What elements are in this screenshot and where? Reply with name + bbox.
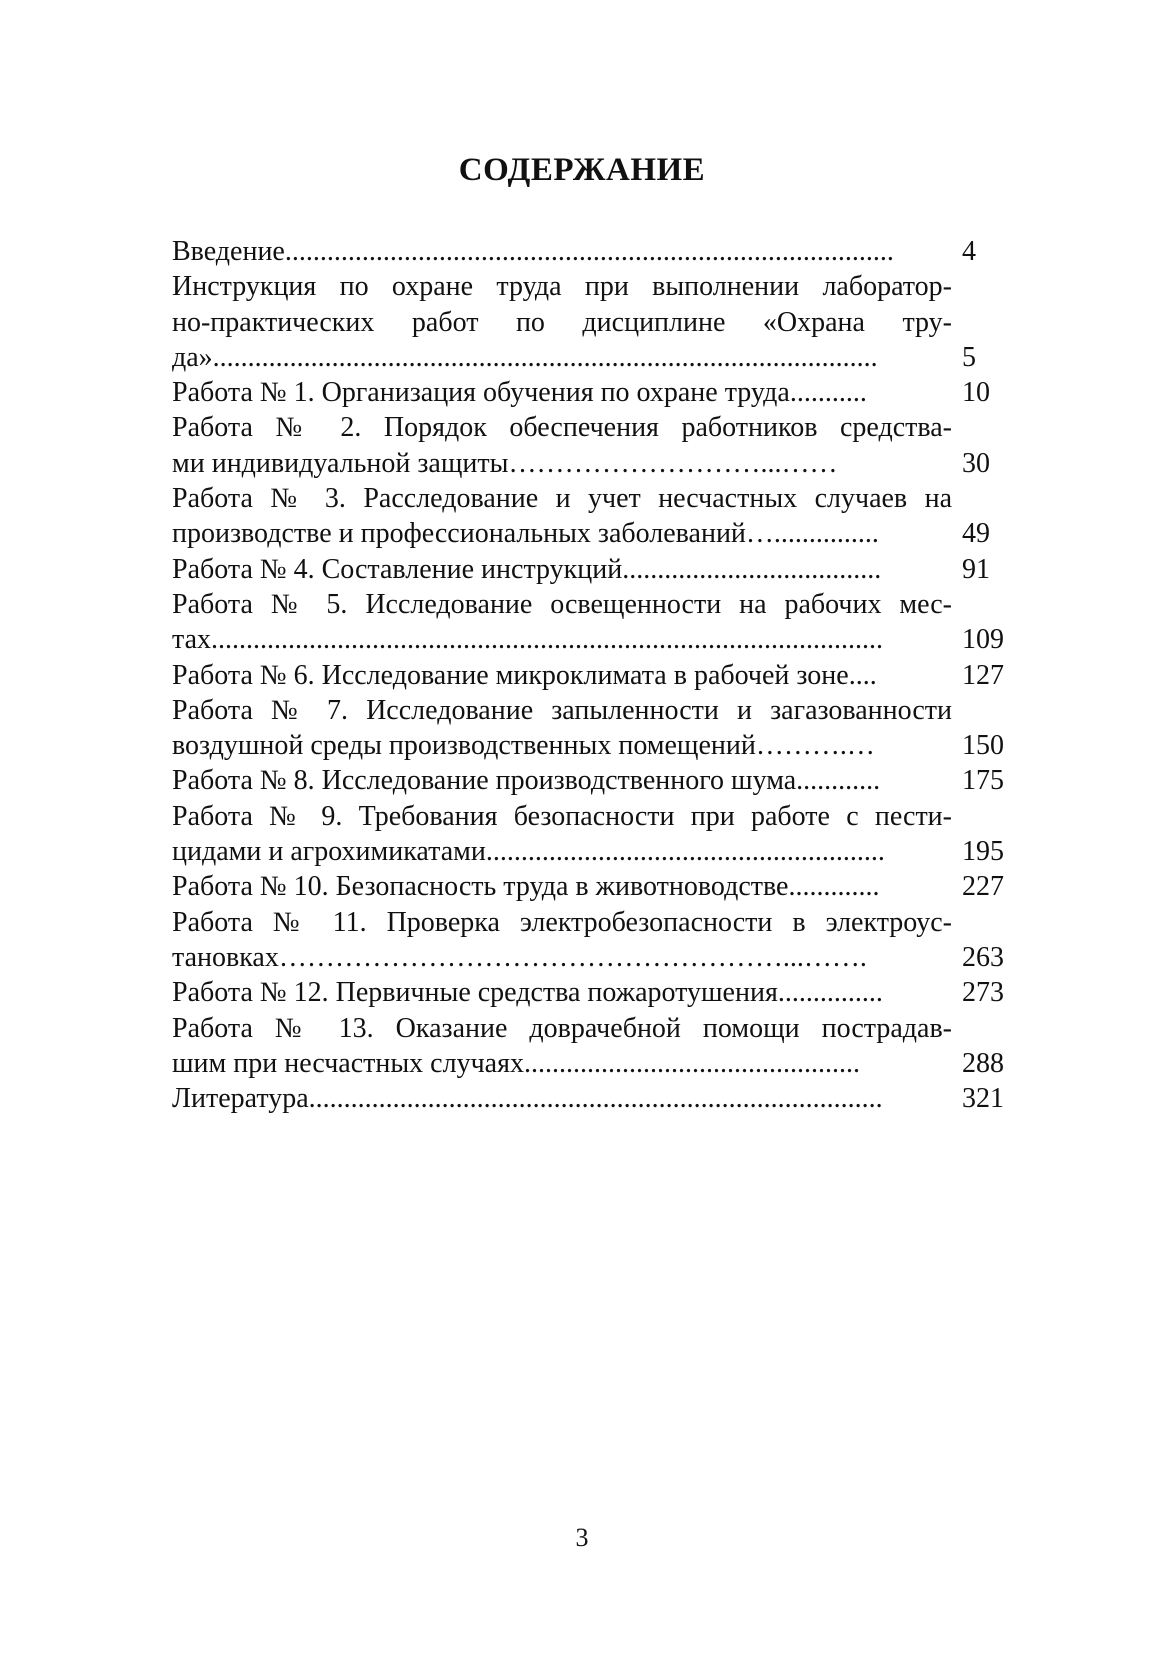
toc-entry-line: да»...............................................................................................	[172, 341, 878, 373]
toc-entry-page-number: 10	[962, 377, 990, 409]
toc-entry-line: Работа № 5. Исследование освещенности на рабочих мес-	[172, 588, 952, 620]
toc-entry[interactable]	[172, 1081, 1012, 1116]
toc-entry-page-number: 195	[962, 836, 1004, 868]
toc-entry[interactable]	[172, 763, 1012, 798]
toc-entry-line: Введение.......................................................................................	[172, 236, 894, 267]
toc-entry-page-number: 49	[962, 518, 990, 550]
toc-entry-line: Литература..................................................................................	[172, 1083, 883, 1115]
toc-entry-line: Работа № 7. Исследование запыленности и загазованности	[172, 694, 952, 726]
toc-entry-title	[172, 658, 952, 693]
toc-entry[interactable]	[172, 375, 1012, 410]
toc-entry-line: цидами и агрохимикатами.........................................................	[172, 836, 885, 868]
toc-entry-page-number: 91	[962, 553, 990, 585]
toc-entry[interactable]	[172, 587, 1012, 658]
toc-entry-line: ми индивидуальной защиты………………………...……	[172, 447, 838, 479]
toc-entry-title	[172, 269, 952, 375]
toc-entry[interactable]	[172, 410, 1012, 481]
toc-entry-page-number: 4	[962, 236, 976, 267]
toc-entry-title	[172, 1011, 952, 1082]
toc-entry-line: Работа № 1. Организация обучения по охране труда...........	[172, 377, 867, 409]
toc-entry[interactable]	[172, 552, 1012, 587]
toc-entry-title	[172, 1081, 952, 1116]
toc-entry-page-number: 150	[962, 730, 1004, 762]
toc-entry-title	[172, 975, 952, 1010]
toc-entry-page-number: 127	[962, 659, 1004, 691]
toc-entry-line: тановках………………………………………………...…….	[172, 941, 867, 973]
table-of-contents	[172, 234, 1012, 1116]
toc-entry-line: Работа № 8. Исследование производственного шума............	[172, 765, 881, 797]
toc-entry[interactable]	[172, 975, 1012, 1010]
toc-entry[interactable]	[172, 1011, 1012, 1082]
toc-entry-line: Инструкция по охране труда при выполнении лаборатор-	[172, 271, 952, 303]
toc-entry[interactable]	[172, 693, 1012, 764]
toc-entry-line: Работа № 13. Оказание доврачебной помощи пострадав-	[172, 1012, 952, 1044]
toc-entry-page-number: 273	[962, 977, 1004, 1009]
toc-entry-title	[172, 234, 952, 269]
toc-entry-line: воздушной среды производственных помещений……….…	[172, 730, 875, 762]
toc-entry-title	[172, 375, 952, 410]
toc-entry-page-number: 288	[962, 1047, 1004, 1079]
toc-entry-title	[172, 869, 952, 904]
toc-entry-page-number: 109	[962, 624, 1004, 656]
toc-entry-page-number: 175	[962, 765, 1004, 797]
toc-entry-line: Работа № 12. Первичные средства пожаротушения...............	[172, 977, 883, 1009]
toc-entry[interactable]	[172, 658, 1012, 693]
toc-entry-line: производстве и профессиональных заболеваний…...............	[172, 518, 879, 550]
toc-entry-line: но-практических работ по дисциплине «Охрана тру-	[172, 306, 952, 338]
toc-entry-line: Работа № 3. Расследование и учет несчастных случаев на	[172, 483, 952, 515]
page-title: СОДЕРЖАНИЕ	[458, 152, 706, 188]
toc-entry-title	[172, 905, 952, 976]
toc-entry[interactable]	[172, 799, 1012, 870]
toc-entry[interactable]	[172, 905, 1012, 976]
toc-entry-title	[172, 410, 952, 481]
toc-entry-title	[172, 552, 952, 587]
toc-entry-line: Работа № 2. Порядок обеспечения работников средства-	[172, 412, 952, 444]
toc-entry[interactable]	[172, 869, 1012, 904]
toc-entry-page-number: 5	[962, 341, 976, 373]
toc-entry-line: Работа № 10. Безопасность труда в животноводстве.............	[172, 871, 880, 903]
toc-entry-title	[172, 799, 952, 870]
toc-entry[interactable]	[172, 234, 1012, 269]
toc-entry-line: Работа № 9. Требования безопасности при работе с пести-	[172, 800, 952, 832]
toc-entry-page-number: 30	[962, 447, 990, 479]
toc-entry-page-number: 321	[962, 1083, 1004, 1115]
toc-entry-page-number: 227	[962, 871, 1004, 903]
toc-entry-page-number: 263	[962, 941, 1004, 973]
toc-entry[interactable]	[172, 269, 1012, 375]
toc-entry[interactable]	[172, 481, 1012, 552]
toc-entry-line: Работа № 4. Составление инструкций.....................................	[172, 553, 882, 585]
toc-entry-line: Работа № 6. Исследование микроклимата в рабочей зоне....	[172, 659, 877, 691]
toc-entry-title	[172, 481, 952, 552]
toc-entry-title	[172, 693, 952, 764]
toc-entry-line: тах................................................................................................	[172, 624, 884, 656]
page-number: 3	[575, 1523, 589, 1552]
toc-entry-line: шим при несчастных случаях................................................	[172, 1047, 860, 1079]
toc-entry-line: Работа № 11. Проверка электробезопасности в электроус-	[172, 906, 952, 938]
toc-entry-title	[172, 587, 952, 658]
toc-entry-title	[172, 763, 952, 798]
